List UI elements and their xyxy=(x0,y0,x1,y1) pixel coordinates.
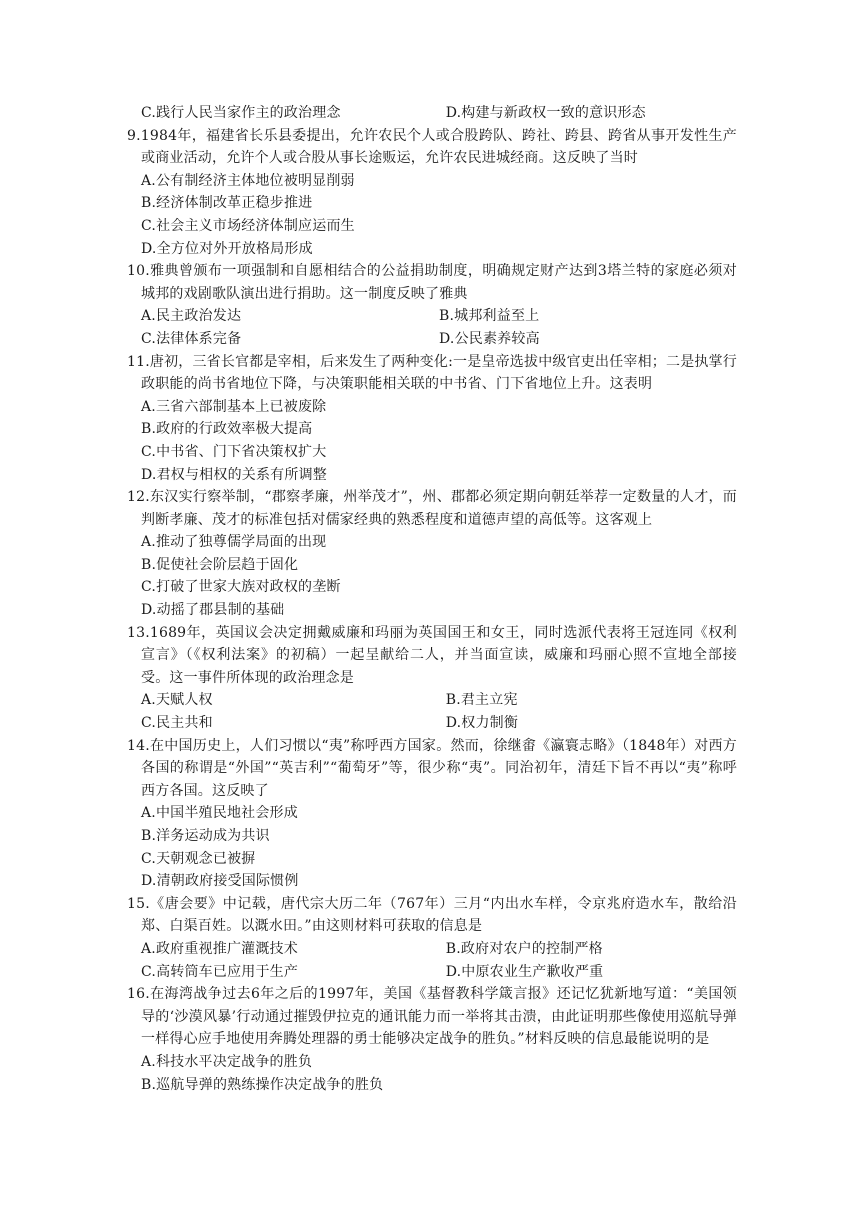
option-row xyxy=(127,961,737,984)
option-a: A.推动了独尊儒学局面的出现 xyxy=(141,534,327,551)
option-a: A.中国半殖民地社会形成 xyxy=(141,805,298,822)
option-d: D.清朝政府接受国际惯例 xyxy=(141,873,299,890)
option-a: A.三省六部制基本上已被废除 xyxy=(141,398,327,415)
question-list xyxy=(127,102,737,1096)
option-c: C.民主共和 xyxy=(141,715,213,732)
option-b: B.促使社会阶层趋于固化 xyxy=(141,556,299,573)
question-15 xyxy=(127,893,737,983)
question-stem: 10.雅典曾颁布一项强制和自愿相结合的公益捐助制度，明确规定财产达到3塔兰特的家庭必须对城邦的戏剧歌队演出进行捐助。这一制度反映了雅典 xyxy=(127,263,737,302)
option-b: B.君主立宪 xyxy=(445,692,518,709)
option-d: D.中原农业生产歉收严重 xyxy=(445,963,604,980)
option-a: A.公有制经济主体地位被明显削弱 xyxy=(141,172,355,189)
option-row xyxy=(127,305,737,328)
option-b: B.政府的行政效率极大提高 xyxy=(141,421,313,438)
question-13 xyxy=(127,622,737,735)
question-11 xyxy=(127,351,737,487)
option-b: B.经济体制改革正稳步推进 xyxy=(141,195,313,212)
option-d: D.构建与新政权一致的意识形态 xyxy=(445,105,646,121)
option-c: C.高转筒车已应用于生产 xyxy=(141,963,299,980)
option-row xyxy=(127,328,737,351)
question-stem: 16.在海湾战争过去6年之后的1997年，美国《基督教科学箴言报》还记忆犹新地写道：“美国领导的‘沙漠风暴’行动通过摧毁伊拉克的通讯能力而一举将其击溃，由此证明那些像使用巡航导弹一样得心应手地使用奔腾处理器的勇士能够决定战争的胜负。”材料反映的信息最能说明的是 xyxy=(127,986,737,1048)
option-row xyxy=(127,102,737,125)
option-c: C.打破了世家大族对政权的垄断 xyxy=(141,579,341,596)
question-stem: 14.在中国历史上，人们习惯以“夷”称呼西方国家。然而，徐继畬《瀛寰志略》（1848年）对西方各国的称谓是“外国”“英吉利”“葡萄牙”等，很少称“夷”。同治初年，清廷下旨不再以“夷”称呼西方各国。这反映了 xyxy=(127,737,737,799)
option-d: D.君权与相权的关系有所调整 xyxy=(141,466,327,483)
question-14 xyxy=(127,735,737,893)
option-a: A.民主政治发达 xyxy=(141,308,242,325)
option-c: C.中书省、门下省决策权扩大 xyxy=(141,443,327,460)
option-d: D.权力制衡 xyxy=(445,715,519,732)
option-c: C.法律体系完备 xyxy=(141,330,242,347)
option-b: B.洋务运动成为共识 xyxy=(141,828,270,844)
question-10 xyxy=(127,260,737,350)
question-stem: 9.1984年，福建省长乐县委提出，允许农民个人或合股跨队、跨社、跨县、跨省从事开发性生产或商业活动，允许个人或合股从事长途贩运，允许农民进城经商。这反映了当时 xyxy=(127,127,737,167)
question-stem: 11.唐初，三省长官都是宰相，后来发生了两种变化:一是皇帝选拔中级官吏出任宰相；二是执掌行政职能的尚书省地位下降，与决策职能相关联的中书省、门下省地位上升。这表明 xyxy=(127,353,737,393)
question-12 xyxy=(127,486,737,622)
option-a: A.天赋人权 xyxy=(141,692,213,709)
option-d: D.公民素养较高 xyxy=(439,330,540,347)
option-d: D.动摇了郡县制的基础 xyxy=(141,602,285,619)
option-c: C.天朝观念已被摒 xyxy=(141,850,256,867)
option-row xyxy=(127,938,737,961)
question-stem: 12.东汉实行察举制，“郡察孝廉，州举茂才”，州、郡都必须定期向朝廷举荐一定数量的人才，而判断孝廉、茂才的标准包括对儒家经典的熟悉程度和道德声望的高低等。这客观上 xyxy=(127,489,737,528)
question-8 xyxy=(127,102,737,125)
option-c: C.践行人民当家作主的政治理念 xyxy=(141,105,341,121)
question-9 xyxy=(127,125,737,261)
option-b: B.城邦利益至上 xyxy=(439,308,540,325)
option-b: B.巡航导弹的熟练操作决定战争的胜负 xyxy=(141,1076,384,1093)
option-d: D.全方位对外开放格局形成 xyxy=(141,240,313,257)
option-a: A.政府重视推广灌溉技术 xyxy=(141,940,298,957)
option-a: A.科技水平决定战争的胜负 xyxy=(141,1053,313,1070)
question-stem: 13.1689年，英国议会决定拥戴威廉和玛丽为英国国王和女王，同时选派代表将王冠连同《权利宣言》（《权利法案》的初稿）一起呈献给二人，并当面宣读，威廉和玛丽心照不宣地全部接受。这一事件所体现的政治理念是 xyxy=(127,624,737,686)
question-stem: 15.《唐会要》中记载，唐代宗大历二年（767年）三月“内出水车样，令京兆府造水车，散给沿郑、白渠百姓。以溉水田。”由这则材料可获取的信息是 xyxy=(127,895,737,935)
option-c: C.社会主义市场经济体制应运而生 xyxy=(141,217,355,234)
option-row xyxy=(127,689,737,712)
option-row xyxy=(127,712,737,735)
option-b: B.政府对农户的控制严格 xyxy=(445,940,603,957)
question-16 xyxy=(127,983,737,1096)
